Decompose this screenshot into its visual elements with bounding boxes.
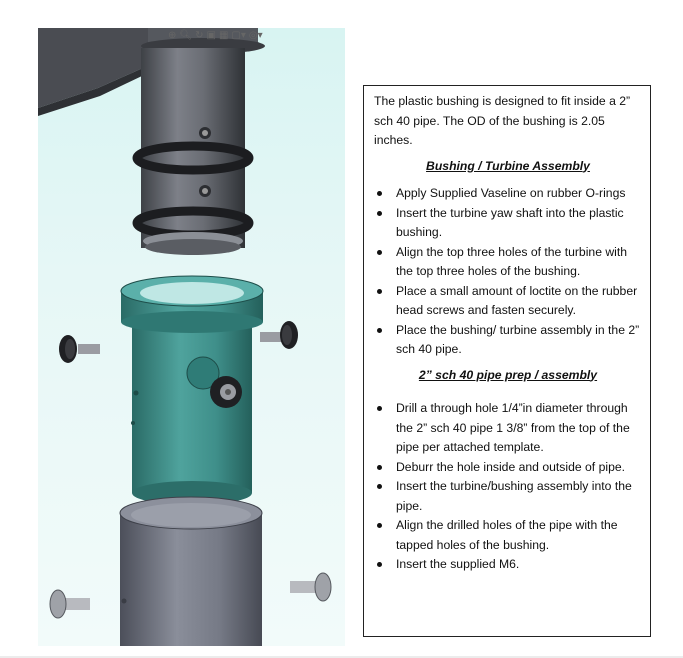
list-item: Align the top three holes of the turbine with the top three holes of the bushing. (374, 243, 642, 282)
list-item: Drill a through hole 1/4”in diameter through the 2” sch 40 pipe 1 3/8” from the top of the pipe per attached template. (374, 399, 642, 458)
intro-text: The plastic bushing is designed to fit inside a 2” sch 40 pipe. The OD of the bushing is 2.05 inches. (374, 94, 631, 147)
rotate-icon[interactable]: ↻ (195, 29, 204, 41)
list-item: Deburr the hole inside and outside of pipe. (374, 458, 642, 478)
zoom-fit-icon[interactable]: ⊕ (168, 29, 177, 41)
m6-screw-right (290, 573, 331, 601)
m6-screw-left (50, 590, 90, 618)
view-orientation-icon[interactable]: ▦ (218, 29, 229, 41)
section-heading-bushing-turbine: Bushing / Turbine Assembly (426, 158, 590, 173)
list-item: Insert the turbine/bushing assembly into the pipe. (374, 477, 642, 516)
sch-40-pipe (120, 497, 262, 646)
shaft-end-collar (143, 232, 243, 255)
bushing-turbine-steps (374, 184, 642, 360)
zoom-area-icon[interactable]: 🔍︎ (179, 29, 193, 41)
rubber-head-screw-right (260, 321, 298, 349)
section-view-icon[interactable]: ▣ (206, 29, 216, 41)
cad-view-toolbar (168, 28, 343, 42)
list-item: Apply Supplied Vaseline on rubber O-rings (374, 184, 642, 204)
rubber-head-screw-front (210, 376, 242, 408)
hide-show-icon[interactable]: ◎▾ (248, 29, 263, 41)
exploded-assembly-illustration (38, 28, 345, 646)
instructions-panel (363, 85, 651, 637)
list-item: Insert the supplied M6. (374, 555, 642, 575)
section-heading-pipe-prep: 2” sch 40 pipe prep / assembly (418, 367, 598, 382)
list-item: Place a small amount of loctite on the rubber head screws and fasten securely. (374, 282, 642, 321)
cad-assembly-view (38, 28, 345, 646)
pipe-prep-steps (374, 399, 642, 575)
display-style-icon[interactable]: ▢▾ (231, 29, 246, 41)
list-item: Align the drilled holes of the pipe with the tapped holes of the bushing. (374, 516, 642, 555)
list-item: Insert the turbine yaw shaft into the plastic bushing. (374, 204, 642, 243)
rubber-head-screw-left (59, 335, 100, 363)
list-item: Place the bushing/ turbine assembly in the 2” sch 40 pipe. (374, 321, 642, 360)
